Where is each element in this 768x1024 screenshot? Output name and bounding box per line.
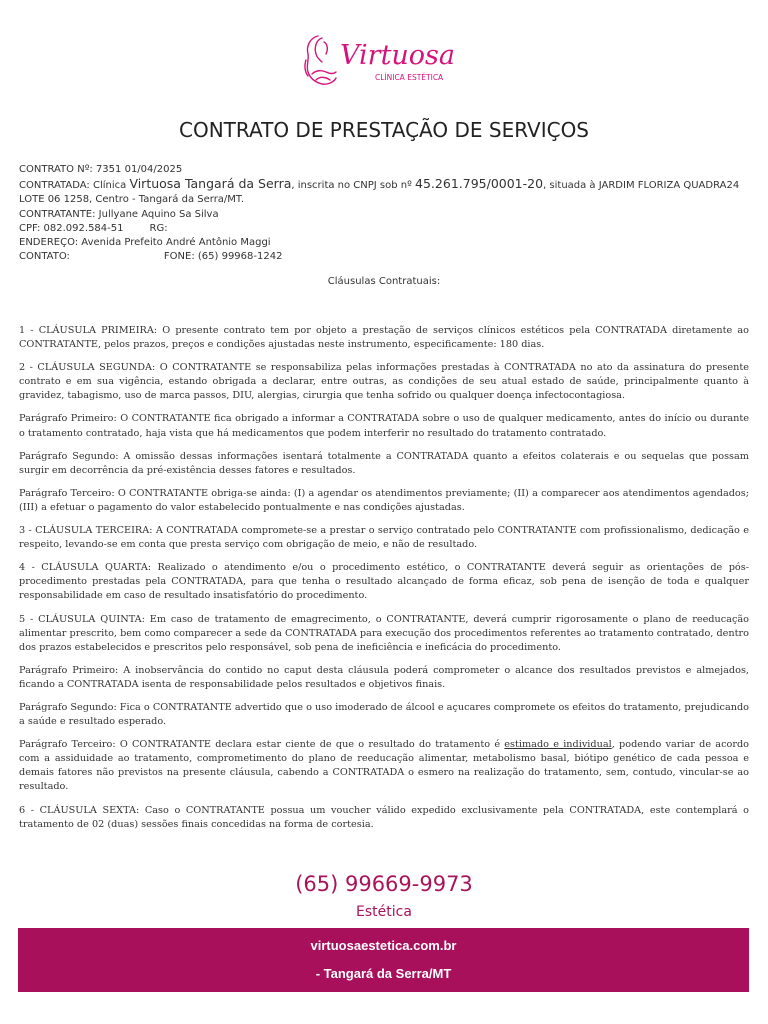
clause-2-paragraph-3: Parágrafo Terceiro: O CONTRATANTE obriga-se ainda: (I) a agendar os atendimentos previamente; (II) a comparecer aos atendimentos agendados; (III) a efetuar o pagamento do valor estabelecido pontualmente e nas condições ajustadas. <box>19 487 749 513</box>
contratante-name: CONTRATANTE: Jullyane Aquino Sa Silva <box>19 208 219 220</box>
cnpj-prefix: , inscrita no CNPJ sob nº <box>291 180 412 192</box>
fone-value: FONE: (65) 99968-1242 <box>163 251 283 263</box>
footer-city: - Tangará da Serra/MT <box>315 966 452 981</box>
clause-5-p3-end: , podendo variar de acordo com a assiduidade ao tratamento, comprometimento do plano de reeducação alimentar, metabolismo basal, biótipo genético de cada pessoa e demais fatores não previstos na presente cláusula, cabendo a CONTRATADA o esmero na realização do tratamento, sem, contudo, vincular-se ao resultado. <box>19 739 750 793</box>
clause-2: 2 - CLÁUSULA SEGUNDA: O CONTRATANTE se responsabiliza pelas informações prestadas à CONTRATADA no ato da assinatura do presente contrato e em sua vigência, estando obrigada a declarar, entre outras, as condições de seu atual estado de saúde, principalmente quanto à gravidez, tabagismo, uso de marca passos, DIU, alergias, cirurgia que tenha sofrido ou qualquer doença infectocontagiosa. <box>19 362 749 402</box>
footer-website[interactable]: virtuosaestetica.com.br <box>310 938 457 953</box>
footer-phone: (65) 99669-9973 <box>295 872 473 896</box>
endereco-line: ENDEREÇO: Avenida Prefeito André Antônio Maggi <box>19 237 271 249</box>
address-part1: , situada à JARDIM FLORIZA QUADRA24 LOTE 06 <box>19 180 740 206</box>
clause-2-paragraph-1: Parágrafo Primeiro: O CONTRATANTE fica obrigado a informar a CONTRATADA sobre o uso de qualquer medicamento, antes do início ou durante o tratamento contratado, haja vista que há medicamentos que podem interferir no resultado do tratamento contratado. <box>19 413 749 439</box>
footer-bar <box>18 928 749 992</box>
contato-label: CONTATO: <box>19 251 70 263</box>
clauses-heading: Cláusulas Contratuais: <box>327 276 441 287</box>
clause-3: 3 - CLÁUSULA TERCEIRA: A CONTRATADA compromete-se a prestar o serviço contratado pelo CONTRATANTE com profissionalismo, dedicação e respeito, levando-se em conta que presta serviço com obrigação de meio, e não de resultado. <box>19 525 749 551</box>
cpf-rg-line <box>19 222 751 236</box>
woman-silhouette-icon <box>300 30 470 90</box>
cpf-value: CPF: 082.092.584-51 <box>19 222 124 234</box>
clause-4: 4 - CLÁUSULA QUARTA: Realizado o atendimento e/ou o procedimento estético, o CONTRATANTE deverá seguir as orientações de pós-procedimento prestadas pela CONTRATADA, para que tenha o resultado alcançado de forma eficaz, sob pena de isenção de toda e qualquer responsabilidade em caso de resultado insatisfatório do procedimento. <box>19 562 749 602</box>
clause-5-paragraph-2: Parágrafo Segundo: Fica o CONTRATANTE advertido que o uso imoderado de álcool e açucares compromete os efeitos do tratamento, prejudicando a saúde e resultado esperado. <box>19 701 749 728</box>
clause-6: 6 - CLÁUSULA SEXTA: Caso o CONTRATANTE possua um voucher válido expedido exclusivamente pela CONTRATADA, este contemplará o tratamento de 02 (duas) sessões finais concedidas na forma de cortesia. <box>19 804 749 830</box>
logo-wordmark: Virtuosa <box>340 40 456 71</box>
clinic-logo <box>300 30 470 90</box>
contract-body <box>19 324 749 841</box>
document-title: CONTRATO DE PRESTAÇÃO DE SERVIÇOS <box>179 118 589 142</box>
footer-subtitle: Estética <box>356 904 412 920</box>
contratada-name: Virtuosa Tangará da Serra <box>129 176 292 192</box>
address-part2: 1258, Centro - Tangará da Serra/MT. <box>63 194 245 206</box>
logo-subtitle: CLÍNICA ESTÉTICA <box>375 73 444 82</box>
contract-number: CONTRATO Nº: 7351 01/04/2025 <box>19 164 183 175</box>
contratada-info <box>19 177 751 207</box>
clause-5-p3-underlined: estimado e individual <box>504 739 612 751</box>
cnpj-number: 45.261.795/0001-20 <box>415 176 544 192</box>
clause-5-paragraph-3 <box>19 738 749 794</box>
clause-5-p3-start: Parágrafo Terceiro: O CONTRATANTE declara estar ciente de que o resultado do tratamento é <box>19 739 505 751</box>
clause-1: 1 - CLÁUSULA PRIMEIRA: O presente contrato tem por objeto a prestação de serviços clínicos estéticos pela CONTRATADA diretamente ao CONTRATANTE, pelos prazos, preços e condições ajustadas neste instrumento, especificamente: 180 dias. <box>19 325 749 351</box>
clause-2-paragraph-2: Parágrafo Segundo: A omissão dessas informações isentará totalmente a CONTRATADA quanto a efeitos colaterais e ou sequelas que possam surgir em decorrência da pré-existência desses fatores e resultados. <box>19 450 749 476</box>
clause-5-paragraph-1: Parágrafo Primeiro: A inobservância do contido no caput desta cláusula poderá comprometer o alcance dos resultados previstos e almejados, ficando a CONTRATADA isenta de responsabilidade pelos resultados e objetivos finais. <box>19 664 749 690</box>
contract-header <box>19 163 751 264</box>
clause-5: 5 - CLÁUSULA QUINTA: Em caso de tratamento de emagrecimento, o CONTRATANTE, deverá cumprir rigorosamente o plano de reeducação alimentar prescrito, bem como comparecer a sede da CONTRATADA para execução dos procedimentos referentes ao tratamento contratado, dentro dos prazos estabelecidos e prescritos pelo responsável, sob pena de ineficiência e ineficácia do procedimento. <box>19 613 749 653</box>
rg-label: RG: <box>149 222 168 234</box>
contratada-prefix: CONTRATADA: Clínica <box>19 180 127 192</box>
contato-line <box>19 250 751 264</box>
